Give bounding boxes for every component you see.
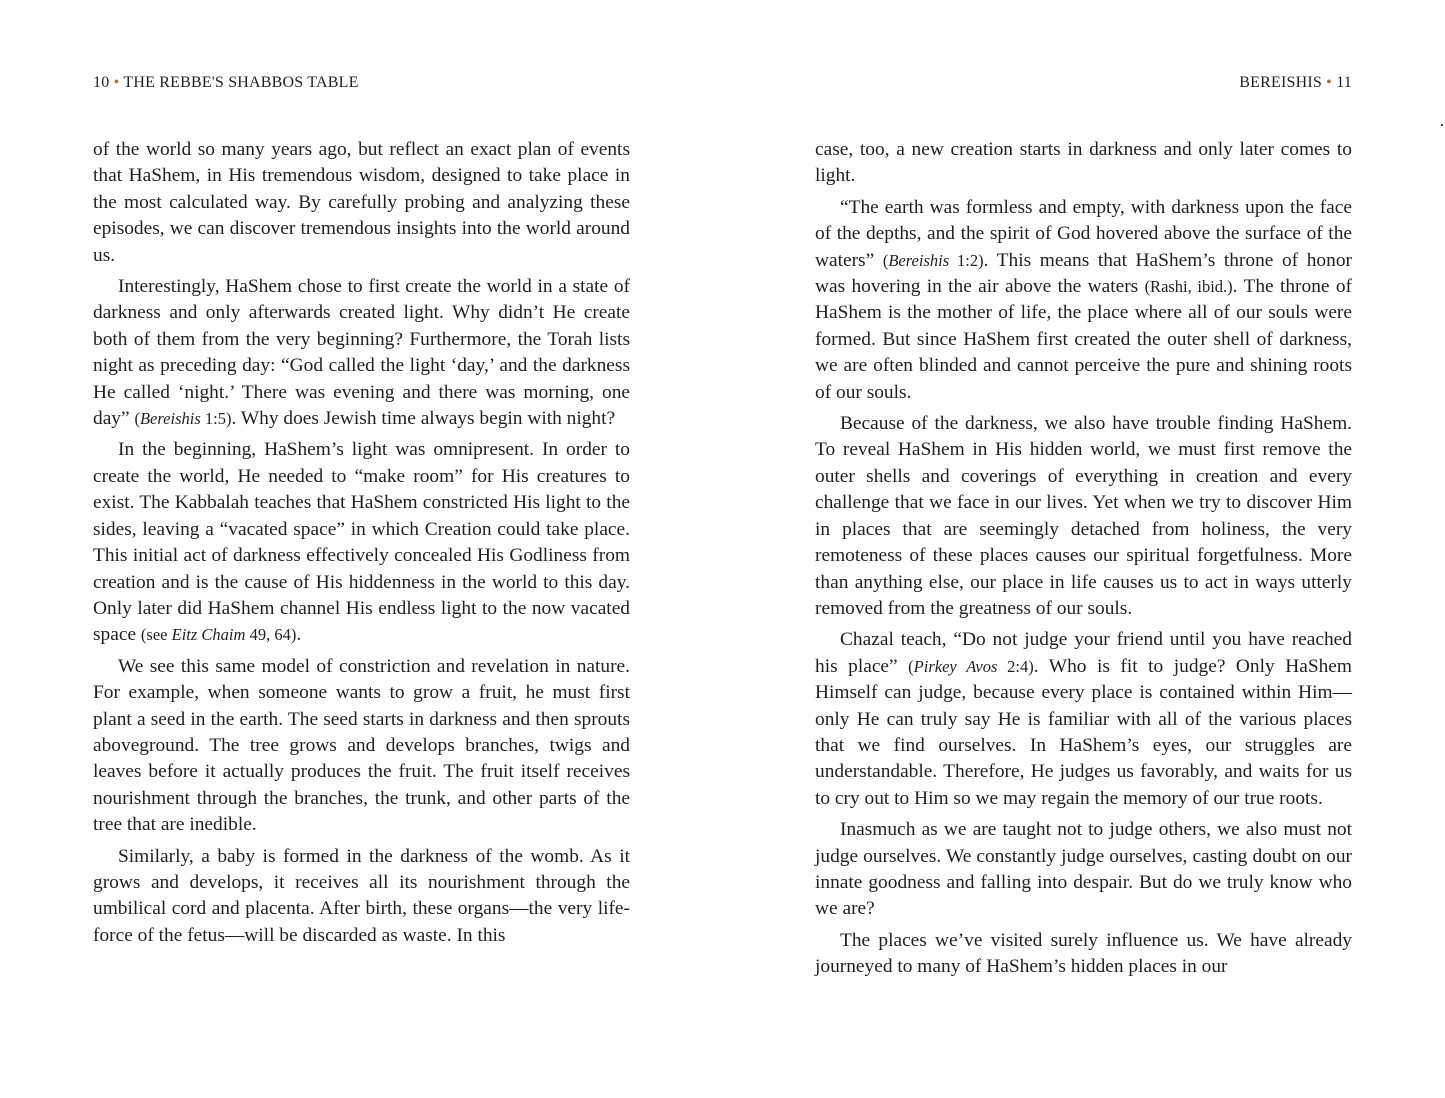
paragraph: The places we’ve visited surely influence us. We have already journeyed to many of HaShem’s hidden places in our [815,929,1352,978]
right-page [815,0,1352,1098]
body-text-left [93,137,630,954]
running-head-right [815,74,1352,96]
citation: (Pirkey Avos 2:4) [908,656,1034,676]
paragraph: of the world so many years ago, but reflect an exact plan of events that HaShem, in His tremendous wisdom, designed to take place in the most calculated way. By carefully probing and analyzing these episodes, we can discover tremendous insights into the world around us. [93,139,630,266]
header-bullet: • [1326,74,1332,91]
citation: (Bereishis 1:5) [134,409,232,429]
paragraph: Chazal teach, “Do not judge your friend until you have reached his place” (Pirkey Avos 2:4). Who is fit to judge? Only HaShem Himself can judge, because every place is contained within Him—only He can truly say He is familiar with all of the various places that we find ourselves. In HaShem’s eyes, our struggles are understandable. Therefore, He judges us favorably, and waits for us to cry out to Him so we may regain the memory of our true roots. [815,629,1352,809]
citation: (Rashi, ibid.) [1144,277,1233,297]
paragraph: Similarly, a baby is formed in the darkness of the womb. As it grows and develops, it receives all its nourishment through the umbilical cord and placenta. After birth, these organs—the very life-force of the fetus—will be discarded as waste. In this [93,845,630,946]
book-title: THE REBBE'S SHABBOS TABLE [123,74,359,91]
body-text-right [815,137,1352,986]
left-page [93,0,630,1098]
paragraph: “The earth was formless and empty, with darkness upon the face of the depths, and the spirit of God hovered above the surface of the waters” (Bereishis 1:2). This means that HaShem’s throne of honor was hovering in the air above the waters (Rashi, ibid.). The throne of HaShem is the mother of life, the place where all of our souls were formed. But since HaShem first created the outer shell of darkness, we are often blinded and cannot perceive the pure and shining roots of our souls. [815,196,1352,403]
running-head-left [93,74,630,96]
paragraph: Inasmuch as we are taught not to judge others, we also must not judge ourselves. We constantly judge ourselves, casting doubt on our innate goodness and falling into despair. But do we truly know who we are? [815,819,1352,920]
paragraph: Interestingly, HaShem chose to first create the world in a state of darkness and only afterwards created light. Why didn’t He create both of them from the very beginning? Furthermore, the Torah lists night as preceding day: “God called the light ‘day,’ and the darkness He called ‘night.’ There was evening and there was morning, one day” (Bereishis 1:5). Why does Jewish time always begin with night? [93,276,630,430]
chapter-title: BEREISHIS [1239,74,1322,91]
paragraph: case, too, a new creation starts in darkness and only later comes to light. [815,139,1352,187]
paragraph: Because of the darkness, we also have trouble finding HaShem. To reveal HaShem in His hidden world, we must first remove the outer shells and coverings of everything in creation and every challenge that we face in our lives. Yet when we try to discover Him in places that are seemingly detached from holiness, the very remoteness of these places causes our spiritual forgetfulness. More than anything else, our place in life causes us to act in ways utterly removed from the greatness of our souls. [815,413,1352,619]
paragraph: We see this same model of constriction and revelation in nature. For example, when someone wants to grow a fruit, he must first plant a seed in the earth. The seed starts in darkness and then sprouts aboveground. The tree grows and develops branches, twigs and leaves before it actually produces the fruit. The fruit itself receives nourishment through the branches, the trunk, and other parts of the tree that are inedible. [93,655,630,836]
citation: (Bereishis 1:2) [882,250,984,270]
page-number: 10 [93,74,110,91]
citation: (see Eitz Chaim 49, 64) [140,625,297,645]
paragraph: In the beginning, HaShem’s light was omnipresent. In order to create the world, He needed to “make room” for His creatures to exist. The Kabbalah teaches that HaShem constricted His light to the sides, leaving a “vacated space” in which Creation could take place. This initial act of darkness effectively concealed His Godliness from creation and is the cause of His hiddenness in the world to this day. Only later did HaShem channel His endless light to the now vacated space (see Eitz Chaim 49, 64). [93,439,630,646]
header-bullet: • [113,74,120,91]
page-number: 11 [1336,74,1352,91]
stray-mark [1441,124,1443,126]
